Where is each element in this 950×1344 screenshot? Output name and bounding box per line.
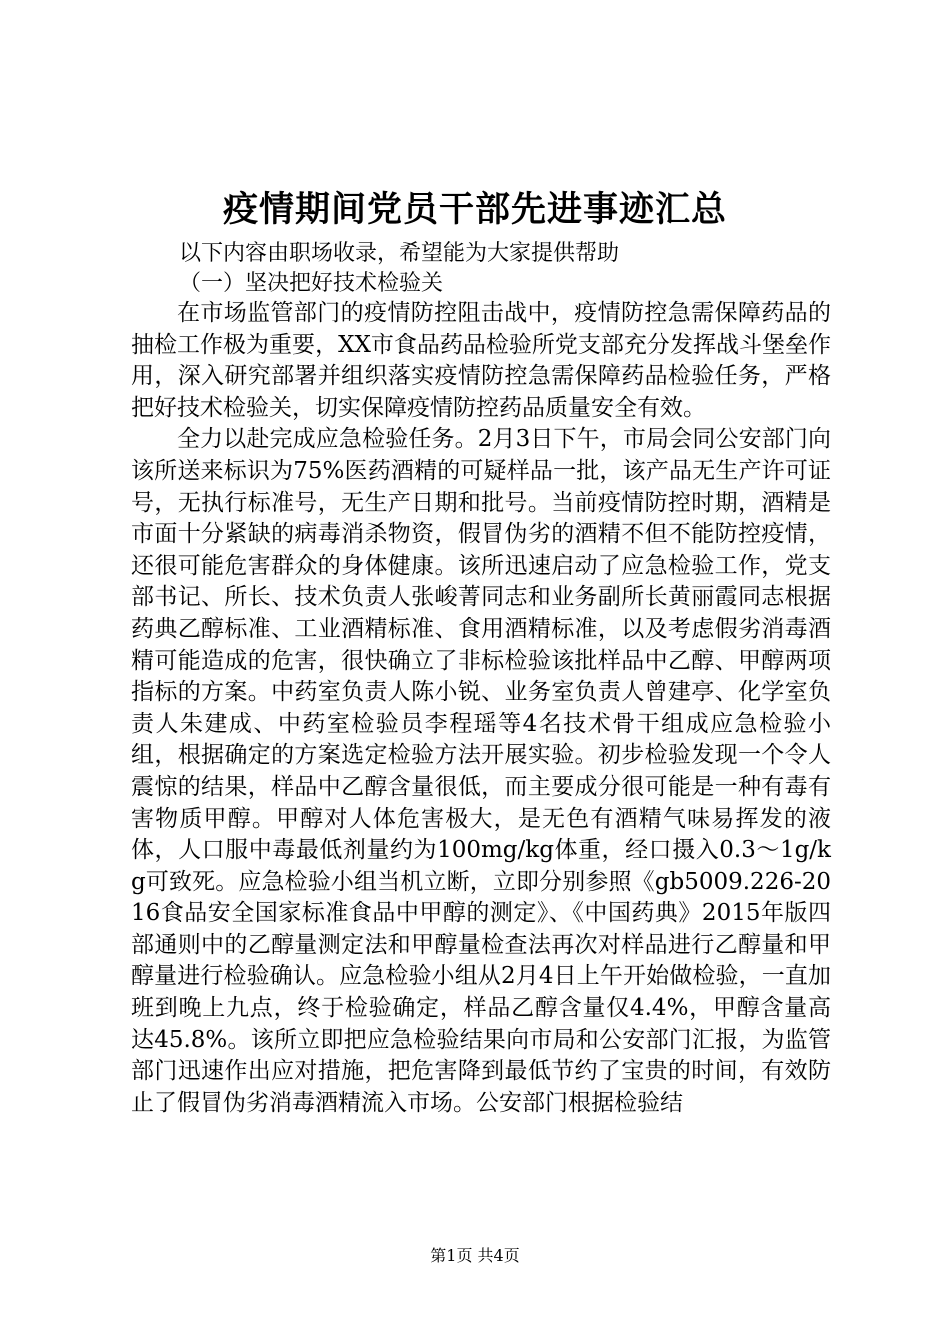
intro-text: 以下内容由职场收录，希望能为大家提供帮助 [179, 241, 620, 266]
page-footer: 第1页 共4页 [430, 1246, 520, 1265]
paragraph: 在市场监管部门的疫情防控阻击战中，疫情防控急需保障药品的抽检工作极为重要，XX市食品药品检验所党支部充分发挥战斗堡垒作用，深入研究部署并组织落实疫情防控急需保障药品检验任务，严格把好技术检验关，切实保障疫情防控药品质量安全有效。 [131, 300, 831, 421]
body-text [131, 298, 831, 1119]
document-title: 疫情期间党员干部先进事迹汇总 [222, 189, 727, 230]
section-heading: （一）坚决把好技术检验关 [179, 271, 444, 296]
paragraph: 全力以赴完成应急检验任务。2月3日下午，市局会同公安部门向该所送来标识为75%医药酒精的可疑样品一批，该产品无生产许可证号，无执行标准号，无生产日期和批号。当前疫情防控时期，酒精是市面十分紧缺的病毒消杀物资，假冒伪劣的酒精不但不能防控疫情，还很可能危害群众的身体健康。该所迅速启动了应急检验工作，党支部书记、所长、技术负责人张峻菁同志和业务副所长黄丽霞同志根据药典乙醇标准、工业酒精标准、食用酒精标准，以及考虑假劣消毒酒精可能造成的危害，很快确立了非标检验该批样品中乙醇、甲醇两项指标的方案。中药室负责人陈小锐、业务室负责人曾建亭、化学室负责人朱建成、中药室检验员李程瑶等4名技术骨干组成应急检验小组，根据确定的方案选定检验方法开展实验。初步检验发现一个令人震惊的结果，样品中乙醇含量很低，而主要成分很可能是一种有毒有害物质甲醇。甲醇对人体危害极大，是无色有酒精气味易挥发的液体，人口服中毒最低剂量约为100mg/kg体重，经口摄入0.3～1g/kg可致死。应急检验小组当机立断，立即分别参照《gb5009.226-2016食品安全国家标准食品中甲醇的测定》、《中国药典》2015年版四部通则中的乙醇量测定法和甲醇量检查法再次对样品进行乙醇量和甲醇量进行检验确认。应急检验小组从2月4日上午开始做检验，一直加班到晚上九点，终于检验确定，样品乙醇含量仅4.4%，甲醇含量高达45.8%。该所立即把应急检验结果向市局和公安部门汇报，为监管部门迅速作出应对措施，把危害降到最低节约了宝贵的时间，有效防止了假冒伪劣消毒酒精流入市场。公安部门根据检验结 [131, 426, 831, 1116]
